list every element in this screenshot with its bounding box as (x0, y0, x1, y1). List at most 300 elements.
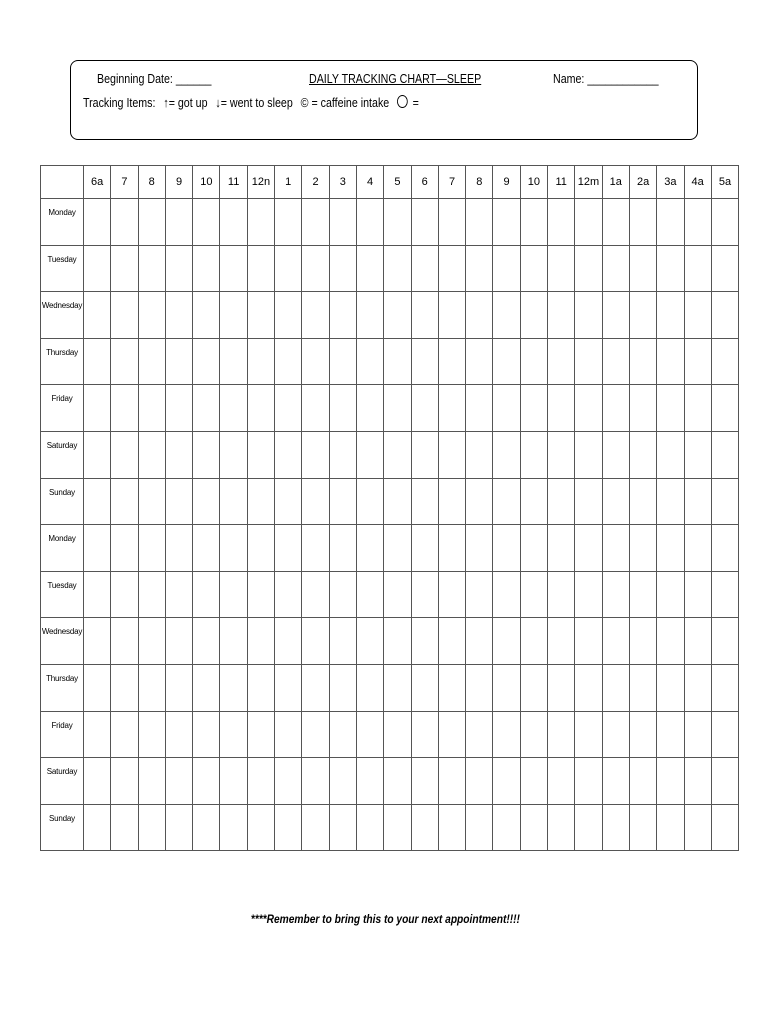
tracking-cell[interactable] (111, 711, 138, 758)
tracking-cell[interactable] (84, 571, 111, 618)
tracking-cell[interactable] (520, 758, 547, 805)
tracking-cell[interactable] (411, 618, 438, 665)
tracking-cell[interactable] (711, 804, 738, 851)
tracking-cell[interactable] (384, 664, 411, 711)
tracking-cell[interactable] (548, 245, 575, 292)
tracking-cell[interactable] (602, 758, 629, 805)
tracking-cell[interactable] (165, 664, 192, 711)
tracking-cell[interactable] (575, 664, 602, 711)
tracking-cell[interactable] (165, 478, 192, 525)
tracking-cell[interactable] (384, 711, 411, 758)
tracking-cell[interactable] (520, 664, 547, 711)
tracking-cell[interactable] (520, 525, 547, 572)
tracking-cell[interactable] (302, 245, 329, 292)
tracking-cell[interactable] (329, 245, 356, 292)
tracking-cell[interactable] (302, 199, 329, 246)
tracking-cell[interactable] (575, 525, 602, 572)
tracking-cell[interactable] (193, 758, 220, 805)
tracking-cell[interactable] (193, 292, 220, 339)
tracking-cell[interactable] (575, 618, 602, 665)
tracking-cell[interactable] (165, 338, 192, 385)
tracking-cell[interactable] (193, 525, 220, 572)
tracking-cell[interactable] (165, 804, 192, 851)
tracking-cell[interactable] (438, 571, 465, 618)
tracking-cell[interactable] (438, 199, 465, 246)
tracking-cell[interactable] (302, 525, 329, 572)
tracking-cell[interactable] (356, 758, 383, 805)
tracking-cell[interactable] (657, 478, 684, 525)
tracking-cell[interactable] (384, 199, 411, 246)
tracking-cell[interactable] (329, 758, 356, 805)
tracking-cell[interactable] (165, 199, 192, 246)
tracking-cell[interactable] (493, 431, 520, 478)
tracking-cell[interactable] (220, 292, 247, 339)
tracking-cell[interactable] (520, 478, 547, 525)
tracking-cell[interactable] (193, 804, 220, 851)
tracking-cell[interactable] (438, 618, 465, 665)
tracking-cell[interactable] (602, 711, 629, 758)
tracking-cell[interactable] (302, 338, 329, 385)
tracking-cell[interactable] (575, 804, 602, 851)
tracking-cell[interactable] (111, 385, 138, 432)
tracking-cell[interactable] (411, 758, 438, 805)
tracking-cell[interactable] (111, 431, 138, 478)
name-field[interactable]: Name: ____________ (553, 71, 659, 86)
tracking-cell[interactable] (247, 571, 274, 618)
tracking-cell[interactable] (629, 431, 656, 478)
tracking-cell[interactable] (220, 385, 247, 432)
tracking-cell[interactable] (602, 199, 629, 246)
tracking-cell[interactable] (165, 245, 192, 292)
tracking-cell[interactable] (84, 199, 111, 246)
tracking-cell[interactable] (602, 478, 629, 525)
tracking-cell[interactable] (657, 431, 684, 478)
tracking-cell[interactable] (84, 431, 111, 478)
tracking-cell[interactable] (275, 199, 302, 246)
tracking-cell[interactable] (302, 431, 329, 478)
tracking-cell[interactable] (220, 245, 247, 292)
tracking-cell[interactable] (684, 711, 711, 758)
tracking-cell[interactable] (329, 338, 356, 385)
tracking-cell[interactable] (711, 478, 738, 525)
tracking-cell[interactable] (520, 618, 547, 665)
tracking-cell[interactable] (275, 338, 302, 385)
tracking-cell[interactable] (629, 804, 656, 851)
tracking-cell[interactable] (657, 292, 684, 339)
tracking-cell[interactable] (684, 618, 711, 665)
tracking-cell[interactable] (629, 618, 656, 665)
tracking-cell[interactable] (711, 711, 738, 758)
tracking-cell[interactable] (657, 664, 684, 711)
tracking-cell[interactable] (384, 245, 411, 292)
tracking-cell[interactable] (220, 758, 247, 805)
tracking-cell[interactable] (438, 758, 465, 805)
tracking-cell[interactable] (220, 478, 247, 525)
tracking-cell[interactable] (711, 525, 738, 572)
tracking-cell[interactable] (684, 664, 711, 711)
tracking-cell[interactable] (438, 245, 465, 292)
tracking-cell[interactable] (602, 804, 629, 851)
tracking-cell[interactable] (411, 292, 438, 339)
tracking-cell[interactable] (602, 618, 629, 665)
tracking-cell[interactable] (384, 804, 411, 851)
tracking-cell[interactable] (247, 245, 274, 292)
tracking-cell[interactable] (575, 571, 602, 618)
tracking-cell[interactable] (165, 618, 192, 665)
tracking-cell[interactable] (220, 338, 247, 385)
tracking-cell[interactable] (411, 525, 438, 572)
tracking-cell[interactable] (411, 711, 438, 758)
tracking-cell[interactable] (84, 711, 111, 758)
tracking-cell[interactable] (111, 758, 138, 805)
tracking-cell[interactable] (84, 758, 111, 805)
tracking-cell[interactable] (275, 758, 302, 805)
tracking-cell[interactable] (493, 338, 520, 385)
tracking-cell[interactable] (629, 711, 656, 758)
tracking-cell[interactable] (247, 618, 274, 665)
tracking-cell[interactable] (438, 525, 465, 572)
tracking-cell[interactable] (84, 478, 111, 525)
tracking-cell[interactable] (275, 478, 302, 525)
tracking-cell[interactable] (711, 245, 738, 292)
tracking-cell[interactable] (220, 804, 247, 851)
tracking-cell[interactable] (84, 618, 111, 665)
tracking-cell[interactable] (466, 199, 493, 246)
tracking-cell[interactable] (548, 385, 575, 432)
tracking-cell[interactable] (548, 199, 575, 246)
tracking-cell[interactable] (247, 804, 274, 851)
tracking-cell[interactable] (548, 711, 575, 758)
tracking-cell[interactable] (329, 525, 356, 572)
tracking-cell[interactable] (684, 292, 711, 339)
tracking-cell[interactable] (711, 618, 738, 665)
tracking-cell[interactable] (384, 292, 411, 339)
tracking-cell[interactable] (411, 199, 438, 246)
tracking-cell[interactable] (275, 431, 302, 478)
tracking-cell[interactable] (684, 758, 711, 805)
tracking-cell[interactable] (711, 292, 738, 339)
tracking-cell[interactable] (411, 664, 438, 711)
tracking-cell[interactable] (438, 711, 465, 758)
tracking-cell[interactable] (575, 385, 602, 432)
tracking-cell[interactable] (302, 571, 329, 618)
tracking-cell[interactable] (111, 245, 138, 292)
tracking-cell[interactable] (329, 664, 356, 711)
tracking-cell[interactable] (111, 525, 138, 572)
tracking-cell[interactable] (165, 292, 192, 339)
tracking-cell[interactable] (247, 525, 274, 572)
tracking-cell[interactable] (493, 199, 520, 246)
tracking-cell[interactable] (84, 804, 111, 851)
tracking-cell[interactable] (138, 478, 165, 525)
tracking-cell[interactable] (657, 245, 684, 292)
tracking-cell[interactable] (575, 478, 602, 525)
tracking-cell[interactable] (302, 711, 329, 758)
tracking-cell[interactable] (575, 338, 602, 385)
tracking-cell[interactable] (548, 338, 575, 385)
tracking-cell[interactable] (466, 618, 493, 665)
tracking-cell[interactable] (493, 292, 520, 339)
tracking-cell[interactable] (329, 199, 356, 246)
tracking-cell[interactable] (84, 664, 111, 711)
tracking-cell[interactable] (111, 478, 138, 525)
tracking-cell[interactable] (220, 199, 247, 246)
tracking-cell[interactable] (220, 431, 247, 478)
tracking-cell[interactable] (356, 385, 383, 432)
tracking-cell[interactable] (111, 292, 138, 339)
tracking-cell[interactable] (275, 292, 302, 339)
tracking-cell[interactable] (302, 292, 329, 339)
tracking-cell[interactable] (438, 385, 465, 432)
tracking-cell[interactable] (138, 245, 165, 292)
tracking-cell[interactable] (548, 804, 575, 851)
tracking-cell[interactable] (493, 571, 520, 618)
tracking-cell[interactable] (575, 431, 602, 478)
tracking-cell[interactable] (520, 804, 547, 851)
tracking-cell[interactable] (466, 478, 493, 525)
tracking-cell[interactable] (575, 758, 602, 805)
tracking-cell[interactable] (684, 431, 711, 478)
tracking-cell[interactable] (384, 758, 411, 805)
tracking-cell[interactable] (329, 804, 356, 851)
tracking-cell[interactable] (329, 292, 356, 339)
tracking-cell[interactable] (629, 664, 656, 711)
tracking-cell[interactable] (466, 711, 493, 758)
tracking-cell[interactable] (466, 571, 493, 618)
beginning-date-field[interactable]: Beginning Date: ______ (97, 71, 212, 86)
tracking-cell[interactable] (657, 385, 684, 432)
tracking-cell[interactable] (84, 338, 111, 385)
tracking-cell[interactable] (684, 571, 711, 618)
tracking-cell[interactable] (411, 385, 438, 432)
tracking-cell[interactable] (629, 758, 656, 805)
tracking-cell[interactable] (356, 338, 383, 385)
tracking-cell[interactable] (629, 245, 656, 292)
tracking-cell[interactable] (356, 199, 383, 246)
tracking-cell[interactable] (602, 385, 629, 432)
tracking-cell[interactable] (711, 571, 738, 618)
tracking-cell[interactable] (520, 199, 547, 246)
tracking-cell[interactable] (138, 618, 165, 665)
tracking-cell[interactable] (302, 664, 329, 711)
tracking-cell[interactable] (111, 664, 138, 711)
tracking-cell[interactable] (247, 758, 274, 805)
tracking-cell[interactable] (84, 245, 111, 292)
tracking-cell[interactable] (466, 245, 493, 292)
tracking-cell[interactable] (138, 571, 165, 618)
tracking-cell[interactable] (356, 525, 383, 572)
tracking-cell[interactable] (493, 245, 520, 292)
tracking-cell[interactable] (84, 292, 111, 339)
tracking-cell[interactable] (275, 711, 302, 758)
tracking-cell[interactable] (711, 385, 738, 432)
tracking-cell[interactable] (329, 618, 356, 665)
tracking-cell[interactable] (384, 478, 411, 525)
tracking-cell[interactable] (356, 711, 383, 758)
tracking-cell[interactable] (629, 292, 656, 339)
tracking-cell[interactable] (384, 385, 411, 432)
tracking-cell[interactable] (275, 525, 302, 572)
tracking-cell[interactable] (466, 385, 493, 432)
tracking-cell[interactable] (275, 618, 302, 665)
tracking-cell[interactable] (275, 664, 302, 711)
tracking-cell[interactable] (548, 571, 575, 618)
tracking-cell[interactable] (138, 711, 165, 758)
tracking-cell[interactable] (384, 525, 411, 572)
tracking-cell[interactable] (384, 338, 411, 385)
tracking-cell[interactable] (193, 478, 220, 525)
tracking-cell[interactable] (493, 618, 520, 665)
tracking-cell[interactable] (684, 525, 711, 572)
tracking-cell[interactable] (329, 571, 356, 618)
tracking-cell[interactable] (193, 245, 220, 292)
tracking-cell[interactable] (520, 292, 547, 339)
tracking-cell[interactable] (220, 525, 247, 572)
tracking-cell[interactable] (548, 618, 575, 665)
tracking-cell[interactable] (411, 571, 438, 618)
tracking-cell[interactable] (193, 711, 220, 758)
tracking-cell[interactable] (602, 431, 629, 478)
tracking-cell[interactable] (438, 478, 465, 525)
tracking-cell[interactable] (575, 711, 602, 758)
tracking-cell[interactable] (411, 338, 438, 385)
tracking-cell[interactable] (466, 431, 493, 478)
tracking-cell[interactable] (466, 664, 493, 711)
tracking-cell[interactable] (275, 245, 302, 292)
tracking-cell[interactable] (520, 571, 547, 618)
tracking-cell[interactable] (548, 664, 575, 711)
tracking-cell[interactable] (193, 571, 220, 618)
tracking-cell[interactable] (548, 525, 575, 572)
tracking-cell[interactable] (629, 338, 656, 385)
tracking-cell[interactable] (684, 245, 711, 292)
tracking-cell[interactable] (629, 525, 656, 572)
tracking-cell[interactable] (356, 571, 383, 618)
tracking-cell[interactable] (411, 804, 438, 851)
tracking-cell[interactable] (438, 804, 465, 851)
tracking-cell[interactable] (111, 804, 138, 851)
tracking-cell[interactable] (493, 664, 520, 711)
tracking-cell[interactable] (193, 338, 220, 385)
tracking-cell[interactable] (193, 431, 220, 478)
tracking-cell[interactable] (493, 478, 520, 525)
tracking-cell[interactable] (220, 711, 247, 758)
tracking-cell[interactable] (657, 571, 684, 618)
tracking-cell[interactable] (602, 338, 629, 385)
tracking-cell[interactable] (602, 664, 629, 711)
tracking-cell[interactable] (575, 199, 602, 246)
tracking-cell[interactable] (356, 618, 383, 665)
tracking-cell[interactable] (629, 571, 656, 618)
tracking-cell[interactable] (438, 338, 465, 385)
tracking-cell[interactable] (247, 711, 274, 758)
tracking-cell[interactable] (329, 431, 356, 478)
tracking-cell[interactable] (356, 292, 383, 339)
tracking-cell[interactable] (275, 385, 302, 432)
tracking-cell[interactable] (138, 758, 165, 805)
tracking-cell[interactable] (548, 758, 575, 805)
tracking-cell[interactable] (193, 618, 220, 665)
tracking-cell[interactable] (411, 478, 438, 525)
tracking-cell[interactable] (193, 385, 220, 432)
tracking-cell[interactable] (657, 338, 684, 385)
tracking-cell[interactable] (356, 804, 383, 851)
tracking-cell[interactable] (493, 711, 520, 758)
tracking-cell[interactable] (602, 525, 629, 572)
tracking-cell[interactable] (575, 292, 602, 339)
tracking-cell[interactable] (520, 711, 547, 758)
tracking-cell[interactable] (138, 664, 165, 711)
tracking-cell[interactable] (84, 525, 111, 572)
tracking-cell[interactable] (138, 338, 165, 385)
tracking-cell[interactable] (247, 478, 274, 525)
tracking-cell[interactable] (111, 199, 138, 246)
tracking-cell[interactable] (220, 618, 247, 665)
tracking-cell[interactable] (520, 338, 547, 385)
tracking-cell[interactable] (602, 292, 629, 339)
tracking-cell[interactable] (711, 758, 738, 805)
tracking-cell[interactable] (657, 711, 684, 758)
tracking-cell[interactable] (711, 199, 738, 246)
tracking-cell[interactable] (466, 338, 493, 385)
tracking-cell[interactable] (411, 245, 438, 292)
tracking-cell[interactable] (684, 478, 711, 525)
tracking-cell[interactable] (84, 385, 111, 432)
tracking-cell[interactable] (684, 338, 711, 385)
tracking-cell[interactable] (711, 338, 738, 385)
tracking-cell[interactable] (329, 711, 356, 758)
tracking-cell[interactable] (138, 525, 165, 572)
tracking-cell[interactable] (657, 199, 684, 246)
tracking-cell[interactable] (247, 385, 274, 432)
tracking-cell[interactable] (356, 431, 383, 478)
tracking-cell[interactable] (657, 525, 684, 572)
tracking-cell[interactable] (411, 431, 438, 478)
tracking-cell[interactable] (493, 525, 520, 572)
tracking-cell[interactable] (466, 758, 493, 805)
tracking-cell[interactable] (165, 525, 192, 572)
tracking-cell[interactable] (657, 758, 684, 805)
tracking-cell[interactable] (247, 199, 274, 246)
tracking-cell[interactable] (111, 338, 138, 385)
tracking-cell[interactable] (275, 571, 302, 618)
tracking-cell[interactable] (165, 385, 192, 432)
tracking-cell[interactable] (438, 664, 465, 711)
tracking-cell[interactable] (466, 525, 493, 572)
tracking-cell[interactable] (602, 245, 629, 292)
tracking-cell[interactable] (220, 664, 247, 711)
tracking-cell[interactable] (138, 292, 165, 339)
tracking-cell[interactable] (356, 245, 383, 292)
tracking-cell[interactable] (466, 292, 493, 339)
tracking-cell[interactable] (520, 245, 547, 292)
tracking-cell[interactable] (657, 804, 684, 851)
tracking-cell[interactable] (329, 478, 356, 525)
tracking-cell[interactable] (520, 385, 547, 432)
tracking-cell[interactable] (302, 618, 329, 665)
tracking-cell[interactable] (302, 478, 329, 525)
tracking-cell[interactable] (548, 292, 575, 339)
tracking-cell[interactable] (111, 571, 138, 618)
tracking-cell[interactable] (602, 571, 629, 618)
tracking-cell[interactable] (520, 431, 547, 478)
tracking-cell[interactable] (438, 431, 465, 478)
tracking-cell[interactable] (247, 292, 274, 339)
tracking-cell[interactable] (493, 758, 520, 805)
tracking-cell[interactable] (138, 199, 165, 246)
tracking-cell[interactable] (138, 385, 165, 432)
tracking-cell[interactable] (165, 711, 192, 758)
